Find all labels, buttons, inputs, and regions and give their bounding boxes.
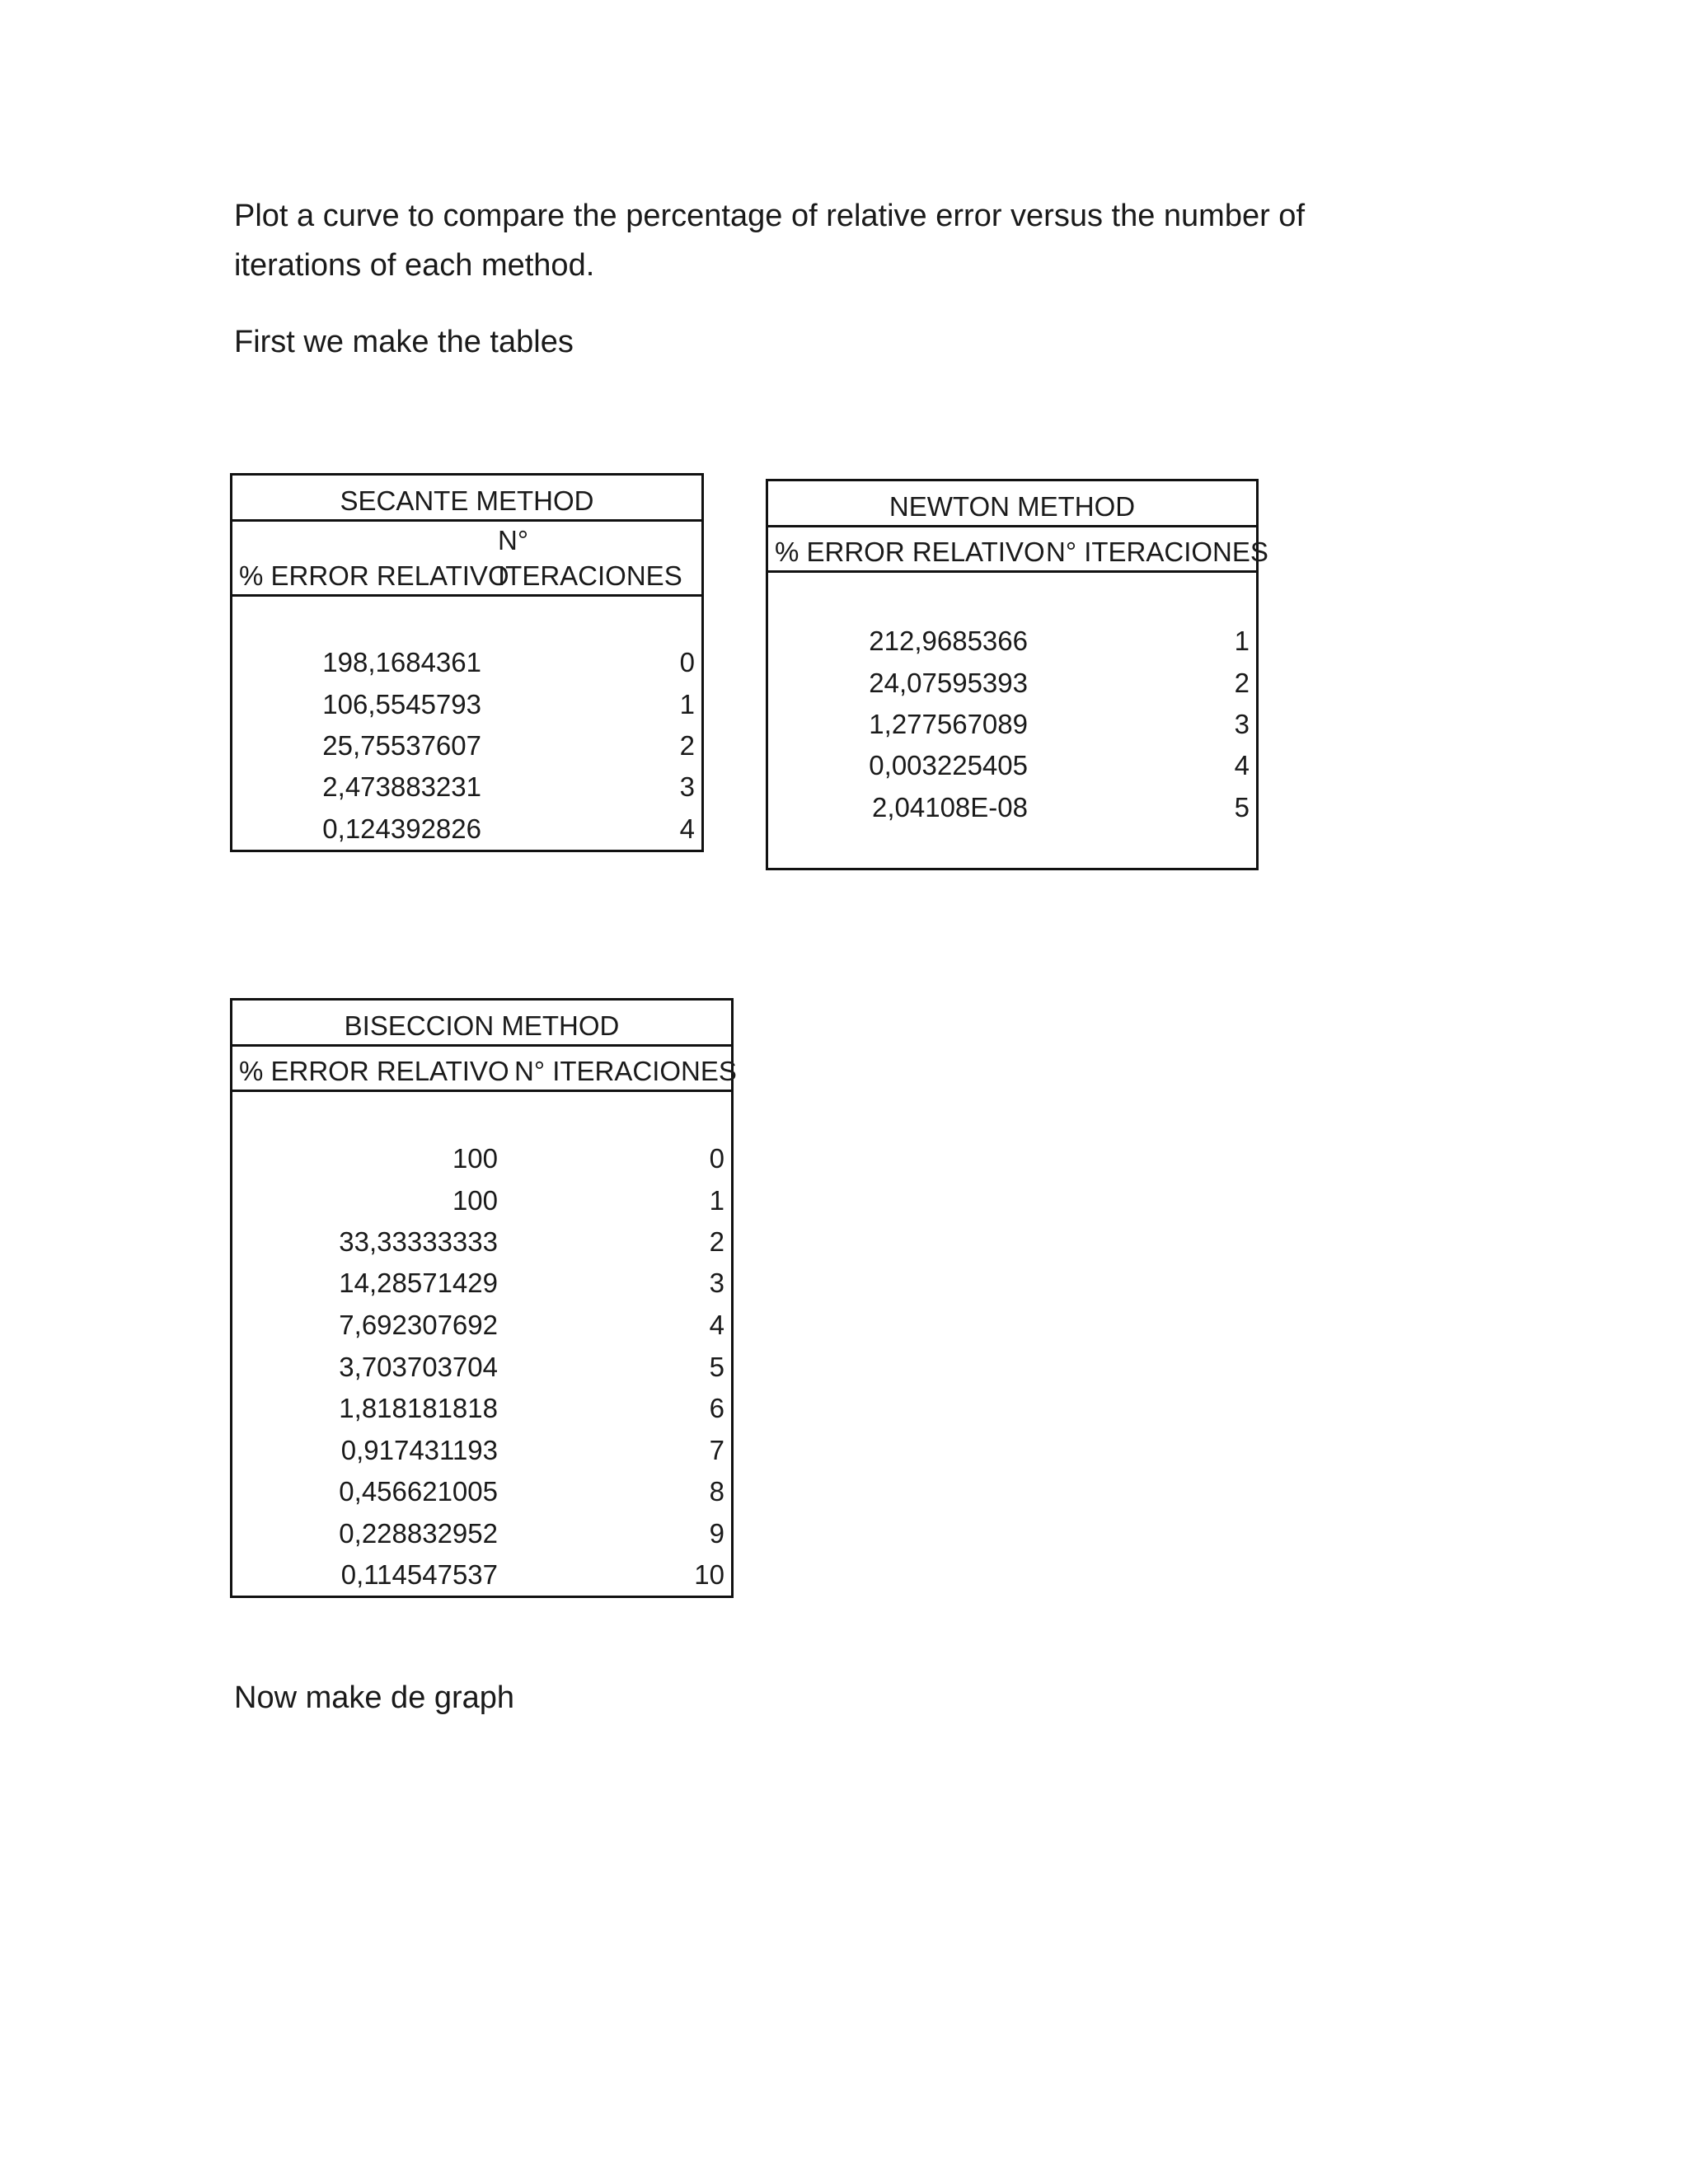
iter-cell: 1 xyxy=(679,689,695,719)
biseccion-title-divider xyxy=(232,1044,731,1047)
error-cell: 1,818181818 xyxy=(339,1393,498,1423)
error-cell: 33,33333333 xyxy=(339,1226,498,1257)
iter-cell: 3 xyxy=(1234,709,1250,739)
iter-cell: 3 xyxy=(709,1268,724,1298)
intro-line-2: iterations of each method. xyxy=(234,248,595,283)
error-cell: 24,07595393 xyxy=(869,668,1028,698)
newton-col-iter: N° ITERACIONES xyxy=(1046,537,1268,567)
iter-cell: 3 xyxy=(679,771,695,802)
iter-cell: 6 xyxy=(709,1393,724,1423)
error-cell: 212,9685366 xyxy=(869,626,1028,656)
error-cell: 2,473883231 xyxy=(322,771,481,802)
iter-cell: 0 xyxy=(679,647,695,677)
error-cell: 106,5545793 xyxy=(322,689,481,719)
error-cell: 2,04108E-08 xyxy=(872,792,1028,823)
biseccion-title: BISECCION METHOD xyxy=(344,1010,620,1041)
biseccion-col-error: % ERROR RELATIVO xyxy=(239,1056,509,1086)
error-cell: 1,277567089 xyxy=(869,709,1028,739)
iter-cell: 1 xyxy=(709,1185,724,1216)
outro-line-1: Now make de graph xyxy=(234,1680,515,1715)
secante-col-iter-line1: N° xyxy=(498,525,529,555)
newton-table xyxy=(766,479,1268,870)
newton-title: NEWTON METHOD xyxy=(889,491,1136,522)
iter-cell: 4 xyxy=(709,1310,724,1340)
iter-cell: 4 xyxy=(1234,750,1250,780)
error-cell: 198,1684361 xyxy=(322,647,481,677)
error-cell: 25,75537607 xyxy=(322,730,481,761)
iter-cell: 1 xyxy=(1234,626,1250,656)
iter-cell: 9 xyxy=(709,1518,724,1549)
iter-cell: 8 xyxy=(709,1476,724,1507)
error-cell: 7,692307692 xyxy=(339,1310,498,1340)
error-cell: 0,917431193 xyxy=(340,1435,498,1465)
newton-title-divider xyxy=(768,525,1256,527)
iter-cell: 2 xyxy=(709,1226,724,1257)
secante-title-divider xyxy=(232,519,701,522)
error-cell: 0,114547537 xyxy=(340,1559,498,1590)
iter-cell: 2 xyxy=(679,730,695,761)
error-cell: 14,28571429 xyxy=(339,1268,498,1298)
error-cell: 100 xyxy=(452,1185,498,1216)
error-cell: 0,228832952 xyxy=(339,1518,498,1549)
intro-line-3: First we make the tables xyxy=(234,325,574,359)
newton-col-error: % ERROR RELATIVO xyxy=(775,537,1045,567)
error-cell: 100 xyxy=(452,1143,498,1174)
iter-cell: 7 xyxy=(709,1435,724,1465)
iter-cell: 0 xyxy=(709,1143,724,1174)
secante-table xyxy=(230,473,704,852)
iter-cell: 10 xyxy=(694,1559,724,1590)
secante-title: SECANTE METHOD xyxy=(340,485,594,516)
iter-cell: 5 xyxy=(709,1352,724,1382)
error-cell: 0,124392826 xyxy=(322,813,481,844)
secante-col-iter-line2: ITERACIONES xyxy=(498,560,682,591)
biseccion-table xyxy=(230,998,737,1598)
iter-cell: 4 xyxy=(679,813,695,844)
secante-header-divider xyxy=(232,594,701,597)
iter-cell: 5 xyxy=(1234,792,1250,823)
newton-header-divider xyxy=(768,570,1256,573)
iter-cell: 2 xyxy=(1234,668,1250,698)
biseccion-header-divider xyxy=(232,1090,731,1092)
intro-line-1: Plot a curve to compare the percentage of relative error versus the number of xyxy=(234,199,1305,233)
error-cell: 3,703703704 xyxy=(339,1352,498,1382)
secante-col-error: % ERROR RELATIVO xyxy=(239,560,509,591)
biseccion-col-iter: N° ITERACIONES xyxy=(514,1056,737,1086)
error-cell: 0,003225405 xyxy=(869,750,1028,780)
error-cell: 0,456621005 xyxy=(339,1476,498,1507)
